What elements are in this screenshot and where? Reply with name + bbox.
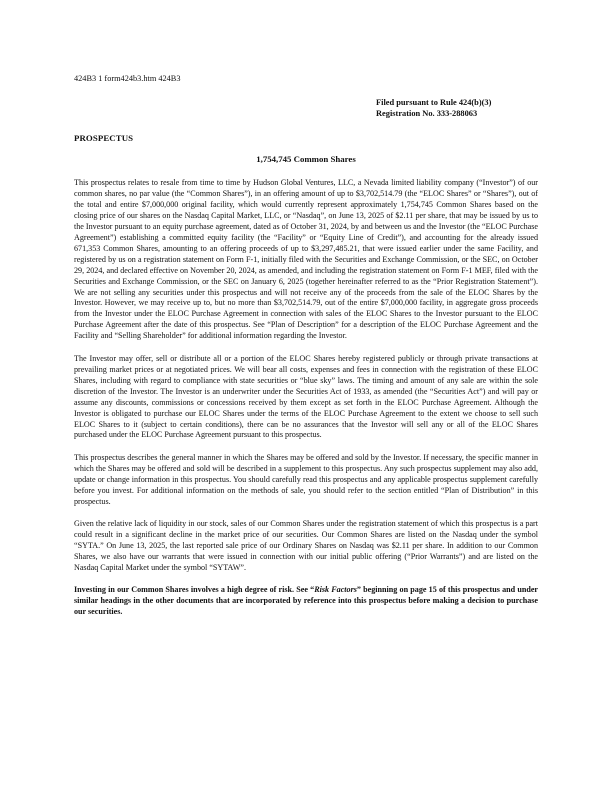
risk-notice	[74, 585, 538, 618]
registration-number: Registration No. 333-288063	[376, 109, 478, 118]
file-header-line: 424B3 1 form424b3.htm 424B3	[74, 74, 181, 83]
filing-info	[376, 97, 491, 119]
risk-notice-after: ” beginning on page 15 of this prospectus and under similar headings in the other documents that are incorporated by reference into this prospectus before making a decision to purchase our securities.	[74, 585, 539, 617]
prospectus-heading: PROSPECTUS	[74, 133, 134, 143]
filing-rule: Filed pursuant to Rule 424(b)(3)	[376, 98, 492, 107]
prospectus-body	[74, 178, 538, 630]
offering-title: 1,754,745 Common Shares	[256, 154, 356, 164]
paragraph-investor-sales: The Investor may offer, sell or distribute all or a portion of the ELOC Shares hereby registered publicly or through private transactions at prevailing market prices or at negotiated prices. We will bear all costs, expenses and fees in connection with the registration of these ELOC Shares, including with regard to compliance with state securities or “blue sky” laws. The timing and amount of any sale are within the sole discretion of the Investor. The Investor is an underwriter under the Securities Act of 1933, as amended (the “Securities Act”) and will pay or assume any discounts, commissions or concessions received by them except as set forth in the ELOC Purchase Agreement. Although the Investor is obligated to purchase our ELOC Shares under the terms of the ELOC Purchase Agreement to the extent we choose to sell such ELOC Shares to it (subject to certain conditions), there can be no assurances that the Investor will sell any or all of the ELOC Shares purchased under the ELOC Purchase Agreement pursuant to this prospectus.	[74, 353, 538, 440]
paragraph-manner-of-offering: This prospectus describes the general manner in which the Shares may be offered and sold by the Investor. If necessary, the specific manner in which the Shares may be offered and sold will be described in a supplement to this prospectus. Any such prospectus supplement may also add, update or change information in this prospectus. You should carefully read this prospectus and any applicable prospectus supplement carefully before you invest. For additional information on the methods of sale, you should refer to the section entitled “Plan of Distribution” in this prospectus.	[74, 452, 538, 506]
risk-notice-before: Investing in our Common Shares involves a high degree of risk. See “	[74, 585, 315, 595]
paragraph-market-listing: Given the relative lack of liquidity in our stock, sales of our Common Shares under the registration statement of which this prospectus is a part could result in a significant decline in the market price of our securities. Our Common Shares are listed on the Nasdaq under the symbol “SYTA.” On June 13, 2025, the last reported sale price of our Ordinary Shares on Nasdaq was $2.11 per share. In addition to our Common Shares, we also have our warrants that were issued in connection with our initial public offering (“Prior Warrants”) and are listed on the Nasdaq Capital Market under the symbol “SYTAW”.	[74, 519, 538, 572]
paragraph-offering-details: This prospectus relates to resale from time to time by Hudson Global Ventures, LLC, a Nevada limited liability company (“Investor”) of our common shares, no par value (the “Common Shares”), in an offering amount of up to $3,702,514.79 (the “ELOC Shares” or “Shares”), out of the total and entire $7,000,000 original facility, which would currently represent approximately 1,754,745 Common Shares based on the closing price of our shares on the Nasdaq Capital Market, LLC, or “Nasdaq”, on June 13, 2025 of $2.11 per share, that may be issued by us to the Investor pursuant to an equity purchase agreement, dated as of October 31, 2024, by and between us and the Investor (the “ELOC Purchase Agreement”) establishing a committed equity facility (the “Facility” or “Equity Line of Credit”), and accounting for the already issued 671,353 Common Shares, amounting to an offering proceeds of up to $3,297,485.21, that were issued earlier under the same Facility, and registered by us on a registration statement on Form F-1, initially filed with the Securities and Exchange Commission, or the SEC, on October 29, 2024, and declared effective on November 20, 2024, as amended, and including the registration statement on Form F-1 MEF, filed with the Securities and Exchange Commission, or the SEC on January 6, 2025 (together hereinafter referred to as the “Prior Registration Statement”). We are not selling any securities under this prospectus and will not receive any of the proceeds from the sale of the ELOC Shares by the Investor. However, we may receive up to, but no more than $3,702,514.79, out of the entire $7,000,000 facility, in aggregate gross proceeds from the Investor under the ELOC Purchase Agreement in connection with sales of the ELOC Shares to the Investor pursuant to the ELOC Purchase Agreement after the date of this prospectus. See “Plan of Description” for a description of the ELOC Purchase Agreement and the Facility and “Selling Shareholder” for additional information regarding the Investor.	[74, 178, 538, 341]
risk-factors-reference: Risk Factors	[314, 585, 357, 595]
